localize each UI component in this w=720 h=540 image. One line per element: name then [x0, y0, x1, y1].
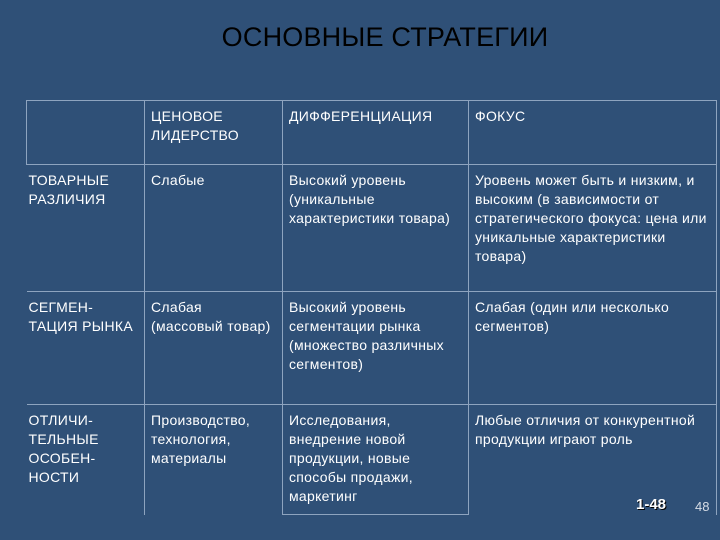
strategy-table	[26, 100, 717, 515]
header-differentiation: ДИФФЕРЕНЦИАЦИЯ	[283, 101, 469, 165]
table-cell: Слабые	[145, 165, 283, 292]
table-header-row	[27, 101, 717, 165]
header-focus: ФОКУС	[469, 101, 717, 165]
table-cell: Уровень может быть и низким, и высоким (в зависимости от стратегического фокуса: цена или уникальные характеристики товара)	[469, 165, 717, 292]
table-cell: Высокий уровень (уникальные характеристики товара)	[283, 165, 469, 292]
header-cost-leadership: ЦЕНОВОЕ ЛИДЕРСТВО	[145, 101, 283, 165]
table-cell: Исследования, внедрение новой продукции, новые способы продажи, маркетинг	[283, 405, 469, 515]
table-cell: Любые отличия от конкурентной продукции играют роль	[469, 405, 717, 515]
table-row	[27, 165, 717, 292]
slide-title: ОСНОВНЫЕ СТРАТЕГИИ	[221, 22, 549, 52]
table-row	[27, 405, 717, 515]
table-cell: Слабая (массовый товар)	[145, 292, 283, 405]
row-label-distinctive-features: ОТЛИЧИ-ТЕЛЬНЫЕ ОСОБЕН-НОСТИ	[27, 405, 145, 515]
slide-number: 48	[695, 499, 710, 514]
row-label-market-segmentation: СЕГМЕН-ТАЦИЯ РЫНКА	[27, 292, 145, 405]
table-cell: Производство, технология, материалы	[145, 405, 283, 515]
header-corner-cell	[27, 101, 145, 165]
page-label: 1-48	[636, 496, 667, 513]
table-cell: Слабая (один или несколько сегментов)	[469, 292, 717, 405]
row-label-product-differences: ТОВАРНЫЕ РАЗЛИЧИЯ	[27, 165, 145, 292]
table-row	[27, 292, 717, 405]
table-cell: Высокий уровень сегментации рынка (множество различных сегментов)	[283, 292, 469, 405]
